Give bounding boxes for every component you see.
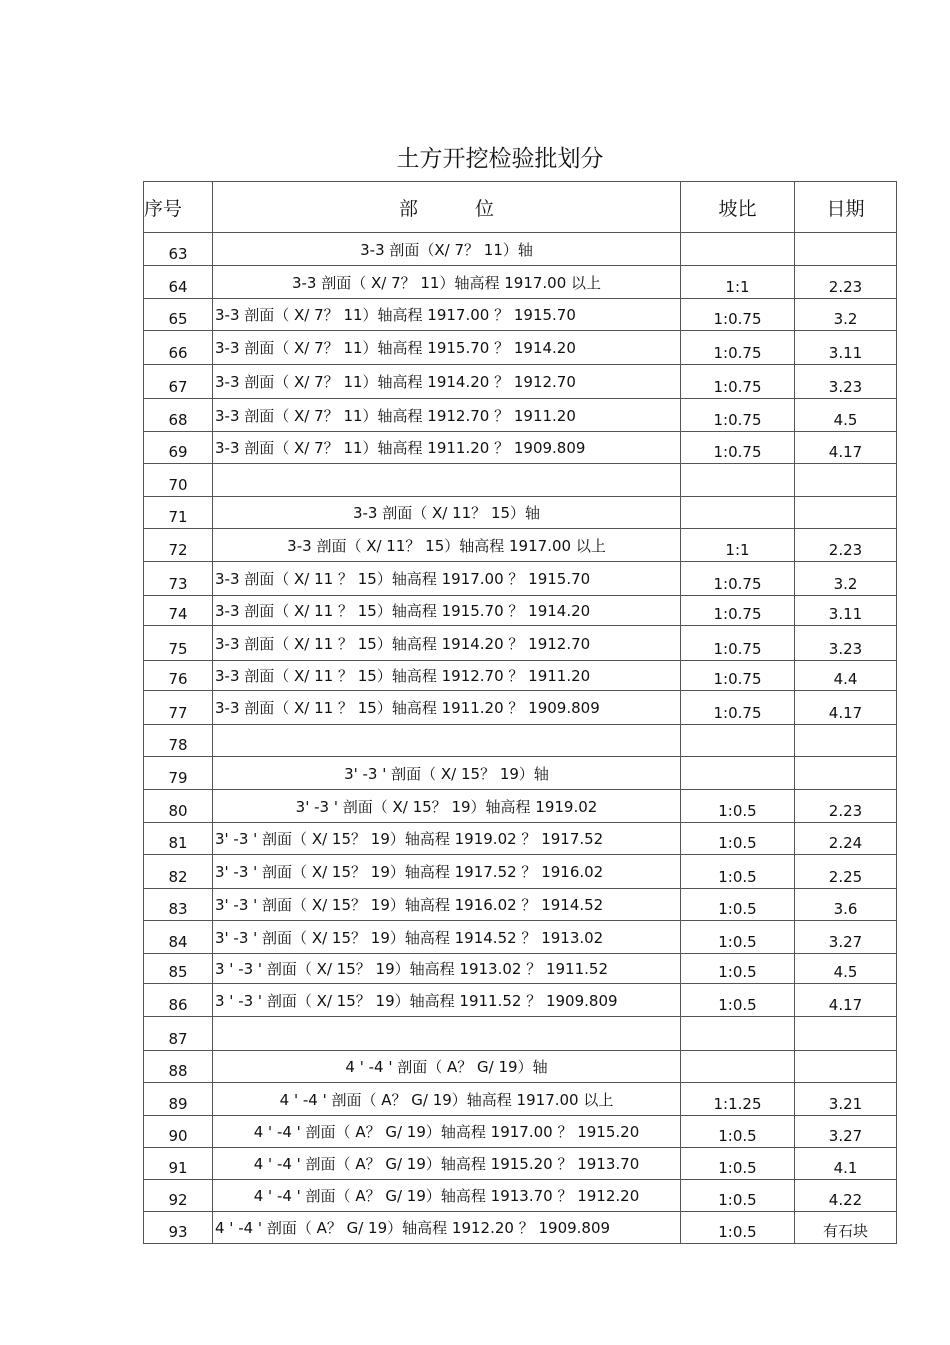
cell-date: 3.2 <box>795 562 897 596</box>
cell-location: 3 ' -3 ' 剖面（ X/ 15？ 19）轴高程 1913.02 ？ 1911.52 <box>213 954 681 984</box>
cell-seq: 73 <box>144 562 213 596</box>
cell-slope: 1:0.75 <box>681 596 795 626</box>
cell-location: 3' -3 ' 剖面（ X/ 15？ 19）轴高程 1919.02 ？ 1917.52 <box>213 823 681 855</box>
inspection-lot-table <box>143 181 897 1244</box>
cell-location: 3-3 剖面（ X/ 7？ 11）轴高程 1917.00 以上 <box>213 266 681 299</box>
cell-seq: 66 <box>144 331 213 365</box>
cell-date: 4.17 <box>795 432 897 464</box>
cell-slope: 1:0.5 <box>681 1116 795 1148</box>
cell-location: 3-3 剖面（ X/ 7？ 11）轴高程 1917.00 ？ 1915.70 <box>213 299 681 331</box>
table-row <box>144 562 897 596</box>
cell-slope: 1:0.75 <box>681 562 795 596</box>
cell-location: 3-3 剖面（ X/ 11 ？ 15）轴高程 1917.00 ？ 1915.70 <box>213 562 681 596</box>
cell-slope: 1:0.75 <box>681 299 795 331</box>
cell-seq: 81 <box>144 823 213 855</box>
cell-date: 2.25 <box>795 855 897 889</box>
table-row <box>144 464 897 497</box>
cell-location: 3' -3 ' 剖面（ X/ 15？ 19）轴高程 1914.52 ？ 1913.02 <box>213 921 681 954</box>
cell-location: 4 ' -4 ' 剖面（ A？ G/ 19）轴高程 1915.20 ？ 1913.70 <box>213 1148 681 1180</box>
cell-seq: 78 <box>144 725 213 757</box>
cell-seq: 64 <box>144 266 213 299</box>
cell-slope <box>681 1017 795 1051</box>
cell-location: 3-3 剖面（X/ 7？ 11）轴 <box>213 233 681 266</box>
cell-seq: 83 <box>144 889 213 921</box>
cell-date: 3.27 <box>795 921 897 954</box>
cell-date: 3.2 <box>795 299 897 331</box>
cell-date <box>795 233 897 266</box>
cell-date <box>795 1051 897 1083</box>
cell-slope: 1:1.25 <box>681 1083 795 1116</box>
cell-slope: 1:0.5 <box>681 1180 795 1212</box>
cell-slope: 1:0.5 <box>681 954 795 984</box>
cell-slope: 1:1 <box>681 529 795 562</box>
cell-location: 3' -3 ' 剖面（ X/ 15？ 19）轴高程 1916.02 ？ 1914.52 <box>213 889 681 921</box>
cell-seq: 72 <box>144 529 213 562</box>
table-row <box>144 1051 897 1083</box>
table-row <box>144 497 897 529</box>
cell-seq: 71 <box>144 497 213 529</box>
cell-date: 3.11 <box>795 331 897 365</box>
cell-seq: 87 <box>144 1017 213 1051</box>
cell-date <box>795 725 897 757</box>
table-row <box>144 984 897 1017</box>
cell-slope: 1:0.5 <box>681 823 795 855</box>
cell-slope: 1:0.75 <box>681 626 795 661</box>
table-row <box>144 691 897 725</box>
cell-seq: 79 <box>144 757 213 790</box>
table-row <box>144 1212 897 1244</box>
cell-seq: 88 <box>144 1051 213 1083</box>
cell-location: 3-3 剖面（ X/ 11 ？ 15）轴高程 1911.20 ？ 1909.809 <box>213 691 681 725</box>
cell-slope: 1:0.75 <box>681 691 795 725</box>
cell-date <box>795 757 897 790</box>
cell-location <box>213 1017 681 1051</box>
cell-seq: 85 <box>144 954 213 984</box>
cell-seq: 63 <box>144 233 213 266</box>
cell-date: 2.24 <box>795 823 897 855</box>
cell-location: 4 ' -4 ' 剖面（ A？ G/ 19）轴 <box>213 1051 681 1083</box>
document-title: 土方开挖检验批划分 <box>396 146 604 172</box>
cell-location: 3-3 剖面（ X/ 11 ？ 15）轴高程 1912.70 ？ 1911.20 <box>213 661 681 691</box>
cell-date: 4.1 <box>795 1148 897 1180</box>
table-row <box>144 661 897 691</box>
cell-seq: 89 <box>144 1083 213 1116</box>
table-row <box>144 1083 897 1116</box>
cell-location: 4 ' -4 ' 剖面（ A？ G/ 19）轴高程 1912.20 ？ 1909.809 <box>213 1212 681 1244</box>
cell-location: 3 ' -3 ' 剖面（ X/ 15？ 19）轴高程 1911.52 ？ 1909.809 <box>213 984 681 1017</box>
cell-slope: 1:0.5 <box>681 790 795 823</box>
table-row <box>144 1148 897 1180</box>
table-row <box>144 1017 897 1051</box>
cell-location: 3' -3 ' 剖面（ X/ 15？ 19）轴高程 1917.52 ？ 1916.02 <box>213 855 681 889</box>
table-row <box>144 855 897 889</box>
cell-seq: 86 <box>144 984 213 1017</box>
cell-slope: 1:0.5 <box>681 921 795 954</box>
cell-slope: 1:1 <box>681 266 795 299</box>
cell-slope: 1:0.75 <box>681 432 795 464</box>
header-date: 日期 <box>795 182 897 233</box>
cell-date: 4.17 <box>795 984 897 1017</box>
table-row <box>144 233 897 266</box>
cell-seq: 75 <box>144 626 213 661</box>
cell-slope <box>681 757 795 790</box>
cell-slope: 1:0.5 <box>681 889 795 921</box>
cell-location: 3' -3 ' 剖面（ X/ 15？ 19）轴 <box>213 757 681 790</box>
cell-date: 4.5 <box>795 399 897 432</box>
cell-seq: 91 <box>144 1148 213 1180</box>
table-row <box>144 596 897 626</box>
cell-seq: 65 <box>144 299 213 331</box>
cell-location: 3-3 剖面（ X/ 7？ 11）轴高程 1914.20 ？ 1912.70 <box>213 365 681 399</box>
cell-date: 有石块 <box>795 1212 897 1244</box>
table-row <box>144 921 897 954</box>
cell-slope: 1:0.5 <box>681 855 795 889</box>
cell-location: 4 ' -4 ' 剖面（ A？ G/ 19）轴高程 1913.70 ？ 1912.20 <box>213 1180 681 1212</box>
table-row <box>144 432 897 464</box>
cell-date <box>795 1017 897 1051</box>
cell-seq: 82 <box>144 855 213 889</box>
cell-location: 3-3 剖面（ X/ 7？ 11）轴高程 1915.70 ？ 1914.20 <box>213 331 681 365</box>
cell-slope <box>681 725 795 757</box>
cell-seq: 77 <box>144 691 213 725</box>
cell-date: 3.6 <box>795 889 897 921</box>
cell-slope <box>681 497 795 529</box>
cell-location: 3-3 剖面（ X/ 11？ 15）轴 <box>213 497 681 529</box>
table-row <box>144 399 897 432</box>
header-location: 部 位 <box>213 182 681 233</box>
cell-seq: 76 <box>144 661 213 691</box>
cell-date <box>795 497 897 529</box>
cell-date: 4.4 <box>795 661 897 691</box>
cell-location: 3-3 剖面（ X/ 11 ？ 15）轴高程 1915.70 ？ 1914.20 <box>213 596 681 626</box>
cell-slope: 1:0.75 <box>681 365 795 399</box>
cell-seq: 84 <box>144 921 213 954</box>
table-row <box>144 529 897 562</box>
cell-location: 3-3 剖面（ X/ 7？ 11）轴高程 1912.70 ？ 1911.20 <box>213 399 681 432</box>
cell-date: 3.11 <box>795 596 897 626</box>
cell-date: 2.23 <box>795 529 897 562</box>
table-row <box>144 757 897 790</box>
cell-slope <box>681 233 795 266</box>
cell-date: 4.22 <box>795 1180 897 1212</box>
table-row <box>144 1180 897 1212</box>
table-row <box>144 725 897 757</box>
cell-location <box>213 464 681 497</box>
table-row <box>144 790 897 823</box>
cell-seq: 70 <box>144 464 213 497</box>
cell-date: 3.23 <box>795 626 897 661</box>
cell-location: 4 ' -4 ' 剖面（ A？ G/ 19）轴高程 1917.00 以上 <box>213 1083 681 1116</box>
cell-date: 4.17 <box>795 691 897 725</box>
cell-seq: 92 <box>144 1180 213 1212</box>
cell-location: 4 ' -4 ' 剖面（ A？ G/ 19）轴高程 1917.00 ？ 1915.20 <box>213 1116 681 1148</box>
cell-location <box>213 725 681 757</box>
table-row <box>144 365 897 399</box>
cell-slope: 1:0.75 <box>681 399 795 432</box>
cell-location: 3-3 剖面（ X/ 11 ？ 15）轴高程 1914.20 ？ 1912.70 <box>213 626 681 661</box>
table-row <box>144 889 897 921</box>
cell-date: 3.21 <box>795 1083 897 1116</box>
cell-seq: 68 <box>144 399 213 432</box>
header-seq: 序号 <box>144 182 213 233</box>
table-row <box>144 823 897 855</box>
cell-seq: 67 <box>144 365 213 399</box>
cell-location: 3' -3 ' 剖面（ X/ 15？ 19）轴高程 1919.02 <box>213 790 681 823</box>
cell-seq: 90 <box>144 1116 213 1148</box>
cell-date <box>795 464 897 497</box>
cell-slope <box>681 464 795 497</box>
table-row <box>144 331 897 365</box>
header-slope: 坡比 <box>681 182 795 233</box>
cell-seq: 80 <box>144 790 213 823</box>
table-row <box>144 266 897 299</box>
cell-slope: 1:0.5 <box>681 1148 795 1180</box>
cell-seq: 93 <box>144 1212 213 1244</box>
cell-date: 2.23 <box>795 790 897 823</box>
cell-date: 4.5 <box>795 954 897 984</box>
table-row <box>144 1116 897 1148</box>
table-header-row <box>144 182 897 233</box>
cell-slope: 1:0.75 <box>681 661 795 691</box>
table-row <box>144 954 897 984</box>
cell-location: 3-3 剖面（ X/ 7？ 11）轴高程 1911.20 ？ 1909.809 <box>213 432 681 464</box>
table-row <box>144 299 897 331</box>
cell-seq: 74 <box>144 596 213 626</box>
cell-location: 3-3 剖面（ X/ 11？ 15）轴高程 1917.00 以上 <box>213 529 681 562</box>
cell-date: 3.23 <box>795 365 897 399</box>
table-row <box>144 626 897 661</box>
cell-seq: 69 <box>144 432 213 464</box>
cell-date: 2.23 <box>795 266 897 299</box>
cell-slope: 1:0.5 <box>681 984 795 1017</box>
cell-date: 3.27 <box>795 1116 897 1148</box>
cell-slope: 1:0.5 <box>681 1212 795 1244</box>
cell-slope <box>681 1051 795 1083</box>
cell-slope: 1:0.75 <box>681 331 795 365</box>
